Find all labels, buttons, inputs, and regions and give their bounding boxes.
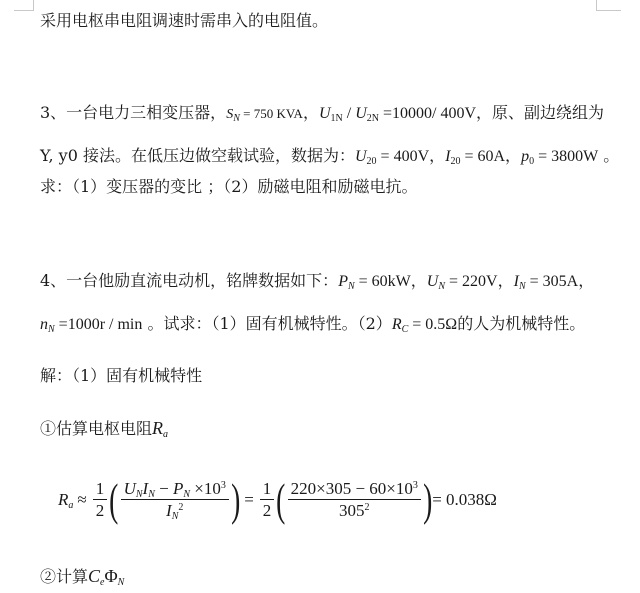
problem-4-end: 的人为机械特性。 xyxy=(457,314,586,333)
u-ratio-symbol: $U_{1N} / U_{2N} =10000/$ 400V xyxy=(318,105,477,124)
problem-3-prefix: 3、一台电力三相变压器， xyxy=(40,103,227,122)
page-corner-mark-right xyxy=(596,0,621,11)
formula-result: = 0.038Ω xyxy=(432,490,497,509)
rc-symbol: $R_C = 0.5\Omega$ xyxy=(391,316,458,335)
approx-sign: ≈ xyxy=(77,490,87,509)
symbolic-fraction: $\frac{U_NI_N - P_N \times 10^3}{I_N^2}$ xyxy=(121,479,229,522)
equals-sign: = xyxy=(244,490,254,509)
separator: ， xyxy=(497,271,514,290)
problem-3-line-1 xyxy=(40,103,604,125)
separator: ， xyxy=(505,146,522,165)
separator: ， xyxy=(578,271,595,290)
period: 。 xyxy=(598,146,620,165)
step-2-heading xyxy=(40,566,124,587)
ce-phi-symbol: $C_e\Phi_N$ xyxy=(88,566,125,588)
left-paren-2: ( xyxy=(276,474,286,525)
problem-4-question: 。试求：（1）固有机械特性。（2） xyxy=(142,314,392,333)
half-fraction-2: $\frac{1}{2}$ xyxy=(260,479,275,522)
problem-4-line-2 xyxy=(40,314,585,335)
left-paren: ( xyxy=(109,474,119,525)
problem-4-prefix: 4、一台他励直流电动机，铭牌数据如下： xyxy=(40,271,339,290)
ra-symbol: $R_a$ xyxy=(152,418,169,440)
separator: ， xyxy=(302,103,319,122)
in-symbol: $I_N = 305A$ xyxy=(513,273,579,292)
nn-symbol: $n_N =1000r / \min$ xyxy=(40,316,143,335)
i20-symbol: $I_{20} = 60A$ xyxy=(445,148,506,167)
text-line-intro: 采用电枢串电阻调速时需串入的电阻值。 xyxy=(40,11,329,30)
problem-4-line-1 xyxy=(40,271,594,292)
problem-3-line-3: 求：（1）变压器的变比 ；（2）励磁电阻和励磁电抗。 xyxy=(40,177,418,196)
step-1-label: ①估算电枢电阻 xyxy=(40,419,153,438)
armature-resistance-formula xyxy=(58,475,497,525)
page-corner-mark-left xyxy=(14,0,34,11)
solution-heading: 解：（1）固有机械特性 xyxy=(40,366,203,385)
p0-symbol: $p_0 = 3800W$ xyxy=(521,148,599,167)
separator: ， xyxy=(429,146,446,165)
pn-symbol: $P_N = 60kW$ xyxy=(338,273,411,292)
right-paren: ) xyxy=(230,474,241,525)
right-paren-2: ) xyxy=(422,474,433,525)
problem-3-line-2-prefix: Y, y0 接法。在低压边做空载试验，数据为： xyxy=(40,146,355,165)
half-fraction: $\frac{1}{2}$ xyxy=(93,479,108,522)
separator: ， xyxy=(410,271,427,290)
step-2-label: ②计算 xyxy=(40,567,89,586)
step-1-heading xyxy=(40,418,168,439)
formula-lhs: $R_a$ xyxy=(58,490,74,511)
problem-3-suffix: ，原、副边绕组为 xyxy=(476,103,605,122)
u20-symbol: $U_{20} = 400V$ xyxy=(354,148,430,167)
sn-symbol: $S_N = 750$ KVA xyxy=(226,106,303,124)
numeric-fraction: $\frac{220\times 305 - 60\times 10^3}{305^2}$ xyxy=(288,479,421,522)
problem-3-line-2 xyxy=(40,146,619,167)
un-symbol: $U_N = 220V$ xyxy=(426,273,498,292)
